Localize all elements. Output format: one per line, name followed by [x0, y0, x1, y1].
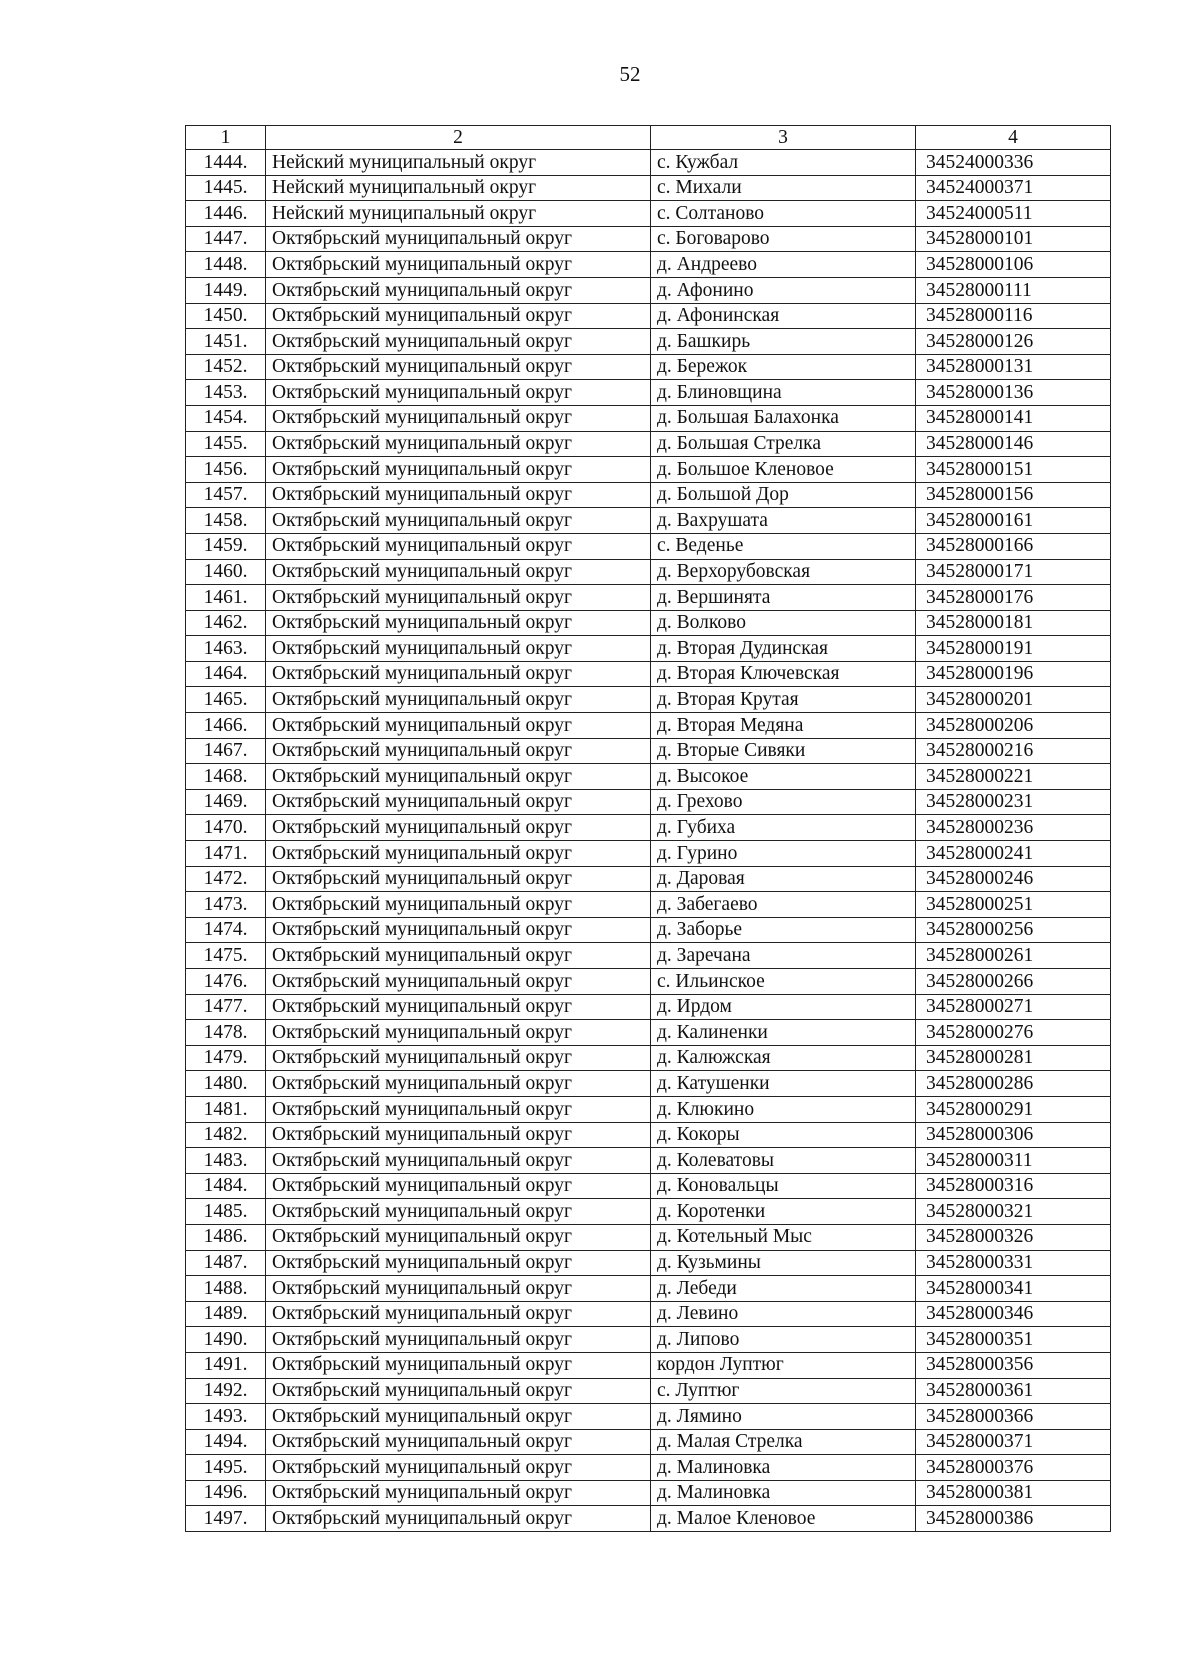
row-number-cell: 1448. [186, 252, 266, 278]
settlement-cell: д. Вторая Медяна [651, 713, 916, 739]
table-row [186, 533, 1111, 559]
municipality-cell: Октябрьский муниципальный округ [266, 610, 651, 636]
table-row [186, 329, 1111, 355]
table-row [186, 969, 1111, 995]
table-row [186, 943, 1111, 969]
settlement-cell: д. Коновальцы [651, 1173, 916, 1199]
table-row [186, 1429, 1111, 1455]
municipality-cell: Октябрьский муниципальный округ [266, 636, 651, 662]
settlement-cell: д. Даровая [651, 866, 916, 892]
settlement-cell: д. Блиновщина [651, 380, 916, 406]
municipality-cell: Октябрьский муниципальный округ [266, 1506, 651, 1532]
code-cell: 34528000101 [916, 226, 1111, 252]
settlement-cell: д. Ирдом [651, 994, 916, 1020]
row-number-cell: 1467. [186, 738, 266, 764]
code-cell: 34528000361 [916, 1378, 1111, 1404]
table-row [186, 841, 1111, 867]
page-number: 52 [619, 62, 641, 86]
table-row [186, 713, 1111, 739]
row-number-cell: 1494. [186, 1429, 266, 1455]
municipality-cell: Октябрьский муниципальный округ [266, 585, 651, 611]
table-row [186, 303, 1111, 329]
municipality-cell: Октябрьский муниципальный округ [266, 1173, 651, 1199]
code-cell: 34528000266 [916, 969, 1111, 995]
municipality-cell: Октябрьский муниципальный округ [266, 815, 651, 841]
settlement-cell: д. Гурино [651, 841, 916, 867]
table-row [186, 1480, 1111, 1506]
settlement-cell: д. Забегаево [651, 892, 916, 918]
row-number-cell: 1476. [186, 969, 266, 995]
code-cell: 34524000511 [916, 201, 1111, 227]
municipality-cell: Октябрьский муниципальный округ [266, 1250, 651, 1276]
municipality-cell: Октябрьский муниципальный округ [266, 1301, 651, 1327]
code-cell: 34528000271 [916, 994, 1111, 1020]
settlement-cell: д. Большой Дор [651, 482, 916, 508]
row-number-cell: 1487. [186, 1250, 266, 1276]
code-cell: 34528000376 [916, 1455, 1111, 1481]
row-number-cell: 1446. [186, 201, 266, 227]
settlement-cell: д. Малая Стрелка [651, 1429, 916, 1455]
settlement-cell: д. Афонинская [651, 303, 916, 329]
municipality-cell: Октябрьский муниципальный округ [266, 917, 651, 943]
settlement-cell: д. Малиновка [651, 1455, 916, 1481]
row-number-cell: 1451. [186, 329, 266, 355]
row-number-cell: 1459. [186, 533, 266, 559]
table-row [186, 508, 1111, 534]
municipality-cell: Октябрьский муниципальный округ [266, 661, 651, 687]
table-row [186, 252, 1111, 278]
table-row [186, 789, 1111, 815]
settlement-cell: д. Левино [651, 1301, 916, 1327]
row-number-cell: 1481. [186, 1096, 266, 1122]
row-number-cell: 1495. [186, 1455, 266, 1481]
row-number-cell: 1482. [186, 1122, 266, 1148]
code-cell: 34528000111 [916, 277, 1111, 303]
table-row [186, 815, 1111, 841]
code-cell: 34528000166 [916, 533, 1111, 559]
row-number-cell: 1450. [186, 303, 266, 329]
municipality-cell: Октябрьский муниципальный округ [266, 252, 651, 278]
settlement-cell: с. Михали [651, 175, 916, 201]
code-cell: 34528000126 [916, 329, 1111, 355]
code-cell: 34528000201 [916, 687, 1111, 713]
table-row [186, 457, 1111, 483]
settlement-cell: с. Веденье [651, 533, 916, 559]
row-number-cell: 1455. [186, 431, 266, 457]
settlement-cell: д. Большое Кленовое [651, 457, 916, 483]
row-number-cell: 1458. [186, 508, 266, 534]
code-cell: 34528000196 [916, 661, 1111, 687]
row-number-cell: 1490. [186, 1327, 266, 1353]
municipality-cell: Октябрьский муниципальный округ [266, 1096, 651, 1122]
municipality-cell: Октябрьский муниципальный округ [266, 1122, 651, 1148]
table-row [186, 405, 1111, 431]
row-number-cell: 1456. [186, 457, 266, 483]
code-cell: 34528000221 [916, 764, 1111, 790]
municipality-cell: Октябрьский муниципальный округ [266, 1455, 651, 1481]
code-cell: 34528000161 [916, 508, 1111, 534]
code-cell: 34528000321 [916, 1199, 1111, 1225]
table-row [186, 892, 1111, 918]
row-number-cell: 1447. [186, 226, 266, 252]
settlement-cell: с. Луптюг [651, 1378, 916, 1404]
municipality-cell: Октябрьский муниципальный округ [266, 994, 651, 1020]
settlement-cell: д. Коротенки [651, 1199, 916, 1225]
municipality-cell: Октябрьский муниципальный округ [266, 1199, 651, 1225]
municipality-cell: Октябрьский муниципальный округ [266, 789, 651, 815]
code-cell: 34528000156 [916, 482, 1111, 508]
table-row [186, 1404, 1111, 1430]
code-cell: 34528000326 [916, 1224, 1111, 1250]
settlement-cell: д. Вторая Дудинская [651, 636, 916, 662]
table-row [186, 431, 1111, 457]
code-cell: 34528000246 [916, 866, 1111, 892]
municipality-cell: Октябрьский муниципальный округ [266, 892, 651, 918]
code-cell: 34528000316 [916, 1173, 1111, 1199]
table-row [186, 354, 1111, 380]
settlement-cell: д. Верхорубовская [651, 559, 916, 585]
code-cell: 34528000251 [916, 892, 1111, 918]
settlement-cell: с. Ильинское [651, 969, 916, 995]
table-row [186, 380, 1111, 406]
row-number-cell: 1468. [186, 764, 266, 790]
column-header: 3 [651, 126, 916, 150]
municipality-cell: Октябрьский муниципальный округ [266, 1327, 651, 1353]
row-number-cell: 1484. [186, 1173, 266, 1199]
settlement-cell: д. Вторая Ключевская [651, 661, 916, 687]
settlement-cell: д. Андреево [651, 252, 916, 278]
table-row [186, 175, 1111, 201]
table-row [186, 1224, 1111, 1250]
row-number-cell: 1486. [186, 1224, 266, 1250]
municipality-cell: Октябрьский муниципальный округ [266, 1045, 651, 1071]
row-number-cell: 1453. [186, 380, 266, 406]
code-cell: 34528000291 [916, 1096, 1111, 1122]
code-cell: 34528000191 [916, 636, 1111, 662]
code-cell: 34528000136 [916, 380, 1111, 406]
code-cell: 34528000341 [916, 1276, 1111, 1302]
settlement-cell: с. Боговарово [651, 226, 916, 252]
settlement-cell: д. Большая Балахонка [651, 405, 916, 431]
settlement-cell: д. Лямино [651, 1404, 916, 1430]
row-number-cell: 1457. [186, 482, 266, 508]
code-cell: 34528000366 [916, 1404, 1111, 1430]
code-cell: 34524000336 [916, 150, 1111, 176]
row-number-cell: 1462. [186, 610, 266, 636]
row-number-cell: 1471. [186, 841, 266, 867]
municipality-cell: Октябрьский муниципальный округ [266, 354, 651, 380]
row-number-cell: 1465. [186, 687, 266, 713]
table-row [186, 1378, 1111, 1404]
code-cell: 34528000261 [916, 943, 1111, 969]
table-row [186, 1071, 1111, 1097]
municipality-cell: Октябрьский муниципальный округ [266, 764, 651, 790]
table-row [186, 1276, 1111, 1302]
row-number-cell: 1493. [186, 1404, 266, 1430]
code-cell: 34524000371 [916, 175, 1111, 201]
code-cell: 34528000206 [916, 713, 1111, 739]
settlement-cell: д. Бережок [651, 354, 916, 380]
municipality-cell: Октябрьский муниципальный округ [266, 1480, 651, 1506]
table-row [186, 482, 1111, 508]
settlement-cell: д. Башкирь [651, 329, 916, 355]
table-row [186, 1148, 1111, 1174]
municipality-cell: Октябрьский муниципальный округ [266, 969, 651, 995]
code-cell: 34528000131 [916, 354, 1111, 380]
table-row [186, 201, 1111, 227]
table-row [186, 1301, 1111, 1327]
code-cell: 34528000171 [916, 559, 1111, 585]
code-cell: 34528000286 [916, 1071, 1111, 1097]
row-number-cell: 1449. [186, 277, 266, 303]
table-row [186, 559, 1111, 585]
code-cell: 34528000216 [916, 738, 1111, 764]
code-cell: 34528000256 [916, 917, 1111, 943]
settlement-cell: с. Солтаново [651, 201, 916, 227]
row-number-cell: 1496. [186, 1480, 266, 1506]
table-row [186, 994, 1111, 1020]
row-number-cell: 1461. [186, 585, 266, 611]
municipality-cell: Октябрьский муниципальный округ [266, 482, 651, 508]
code-cell: 34528000116 [916, 303, 1111, 329]
code-cell: 34528000141 [916, 405, 1111, 431]
column-header: 4 [916, 126, 1111, 150]
settlement-cell: кордон Луптюг [651, 1352, 916, 1378]
settlement-cell: д. Колеватовы [651, 1148, 916, 1174]
municipality-cell: Октябрьский муниципальный округ [266, 738, 651, 764]
municipality-cell: Октябрьский муниципальный округ [266, 431, 651, 457]
code-cell: 34528000241 [916, 841, 1111, 867]
municipality-cell: Октябрьский муниципальный округ [266, 1276, 651, 1302]
header-row [186, 126, 1111, 150]
row-number-cell: 1474. [186, 917, 266, 943]
municipality-cell: Нейский муниципальный округ [266, 201, 651, 227]
column-header: 2 [266, 126, 651, 150]
code-cell: 34528000176 [916, 585, 1111, 611]
row-number-cell: 1452. [186, 354, 266, 380]
municipality-cell: Октябрьский муниципальный округ [266, 687, 651, 713]
municipality-cell: Октябрьский муниципальный округ [266, 841, 651, 867]
municipality-cell: Октябрьский муниципальный округ [266, 1224, 651, 1250]
row-number-cell: 1469. [186, 789, 266, 815]
table-row [186, 661, 1111, 687]
table-body [186, 150, 1111, 1532]
table-row [186, 866, 1111, 892]
row-number-cell: 1483. [186, 1148, 266, 1174]
settlement-cell: д. Губиха [651, 815, 916, 841]
code-cell: 34528000356 [916, 1352, 1111, 1378]
municipality-cell: Октябрьский муниципальный округ [266, 1020, 651, 1046]
table-row [186, 1096, 1111, 1122]
settlement-cell: д. Грехово [651, 789, 916, 815]
municipality-cell: Нейский муниципальный округ [266, 150, 651, 176]
table-row [186, 1455, 1111, 1481]
settlement-cell: д. Вторая Крутая [651, 687, 916, 713]
code-cell: 34528000181 [916, 610, 1111, 636]
settlement-cell: д. Вершинята [651, 585, 916, 611]
row-number-cell: 1488. [186, 1276, 266, 1302]
settlement-cell: д. Малиновка [651, 1480, 916, 1506]
municipality-cell: Октябрьский муниципальный округ [266, 226, 651, 252]
code-cell: 34528000276 [916, 1020, 1111, 1046]
table-row [186, 1045, 1111, 1071]
settlement-cell: д. Кузьмины [651, 1250, 916, 1276]
settlement-cell: д. Вахрушата [651, 508, 916, 534]
row-number-cell: 1492. [186, 1378, 266, 1404]
municipality-cell: Октябрьский муниципальный округ [266, 866, 651, 892]
row-number-cell: 1485. [186, 1199, 266, 1225]
settlement-cell: д. Катушенки [651, 1071, 916, 1097]
code-cell: 34528000281 [916, 1045, 1111, 1071]
row-number-cell: 1463. [186, 636, 266, 662]
row-number-cell: 1473. [186, 892, 266, 918]
municipality-cell: Октябрьский муниципальный округ [266, 405, 651, 431]
row-number-cell: 1454. [186, 405, 266, 431]
table-row [186, 610, 1111, 636]
row-number-cell: 1475. [186, 943, 266, 969]
municipality-cell: Октябрьский муниципальный округ [266, 329, 651, 355]
table-row [186, 150, 1111, 176]
column-header: 1 [186, 126, 266, 150]
table-row [186, 1250, 1111, 1276]
settlement-cell: д. Малое Кленовое [651, 1506, 916, 1532]
municipality-cell: Октябрьский муниципальный округ [266, 1378, 651, 1404]
code-cell: 34528000146 [916, 431, 1111, 457]
settlement-cell: д. Высокое [651, 764, 916, 790]
municipality-cell: Октябрьский муниципальный округ [266, 943, 651, 969]
table-row [186, 1173, 1111, 1199]
code-cell: 34528000371 [916, 1429, 1111, 1455]
municipality-cell: Октябрьский муниципальный округ [266, 457, 651, 483]
municipality-cell: Октябрьский муниципальный округ [266, 303, 651, 329]
settlement-cell: д. Волково [651, 610, 916, 636]
code-cell: 34528000231 [916, 789, 1111, 815]
row-number-cell: 1470. [186, 815, 266, 841]
row-number-cell: 1477. [186, 994, 266, 1020]
settlement-cell: д. Кокоры [651, 1122, 916, 1148]
table-row [186, 1122, 1111, 1148]
settlement-cell: д. Калиненки [651, 1020, 916, 1046]
municipality-cell: Октябрьский муниципальный округ [266, 1404, 651, 1430]
municipality-cell: Октябрьский муниципальный округ [266, 508, 651, 534]
row-number-cell: 1478. [186, 1020, 266, 1046]
settlement-cell: д. Вторые Сивяки [651, 738, 916, 764]
code-cell: 34528000311 [916, 1148, 1111, 1174]
table-row [186, 1352, 1111, 1378]
code-cell: 34528000236 [916, 815, 1111, 841]
row-number-cell: 1472. [186, 866, 266, 892]
table-row [186, 1506, 1111, 1532]
registry-table [185, 125, 1111, 1532]
code-cell: 34528000306 [916, 1122, 1111, 1148]
municipality-cell: Октябрьский муниципальный округ [266, 533, 651, 559]
table-row [186, 277, 1111, 303]
settlement-cell: д. Заречана [651, 943, 916, 969]
table-header [186, 126, 1111, 150]
settlement-cell: д. Большая Стрелка [651, 431, 916, 457]
table-row [186, 636, 1111, 662]
settlement-cell: с. Кужбал [651, 150, 916, 176]
settlement-cell: д. Афонино [651, 277, 916, 303]
settlement-cell: д. Котельный Мыс [651, 1224, 916, 1250]
table-row [186, 226, 1111, 252]
row-number-cell: 1480. [186, 1071, 266, 1097]
municipality-cell: Октябрьский муниципальный округ [266, 559, 651, 585]
row-number-cell: 1497. [186, 1506, 266, 1532]
municipality-cell: Октябрьский муниципальный округ [266, 1429, 651, 1455]
municipality-cell: Октябрьский муниципальный округ [266, 277, 651, 303]
table-row [186, 1199, 1111, 1225]
table-row [186, 1020, 1111, 1046]
code-cell: 34528000151 [916, 457, 1111, 483]
municipality-cell: Нейский муниципальный округ [266, 175, 651, 201]
code-cell: 34528000351 [916, 1327, 1111, 1353]
row-number-cell: 1464. [186, 661, 266, 687]
row-number-cell: 1444. [186, 150, 266, 176]
row-number-cell: 1491. [186, 1352, 266, 1378]
settlement-cell: д. Заборье [651, 917, 916, 943]
code-cell: 34528000331 [916, 1250, 1111, 1276]
table-row [186, 1327, 1111, 1353]
municipality-cell: Октябрьский муниципальный округ [266, 380, 651, 406]
settlement-cell: д. Калюжская [651, 1045, 916, 1071]
settlement-cell: д. Клюкино [651, 1096, 916, 1122]
row-number-cell: 1445. [186, 175, 266, 201]
row-number-cell: 1460. [186, 559, 266, 585]
table-row [186, 687, 1111, 713]
code-cell: 34528000386 [916, 1506, 1111, 1532]
municipality-cell: Октябрьский муниципальный округ [266, 1352, 651, 1378]
code-cell: 34528000346 [916, 1301, 1111, 1327]
settlement-cell: д. Лебеди [651, 1276, 916, 1302]
municipality-cell: Октябрьский муниципальный округ [266, 1071, 651, 1097]
municipality-cell: Октябрьский муниципальный округ [266, 713, 651, 739]
settlement-cell: д. Липово [651, 1327, 916, 1353]
table-row [186, 917, 1111, 943]
row-number-cell: 1489. [186, 1301, 266, 1327]
row-number-cell: 1466. [186, 713, 266, 739]
code-cell: 34528000381 [916, 1480, 1111, 1506]
table-row [186, 764, 1111, 790]
table-row [186, 585, 1111, 611]
row-number-cell: 1479. [186, 1045, 266, 1071]
code-cell: 34528000106 [916, 252, 1111, 278]
municipality-cell: Октябрьский муниципальный округ [266, 1148, 651, 1174]
table-row [186, 738, 1111, 764]
